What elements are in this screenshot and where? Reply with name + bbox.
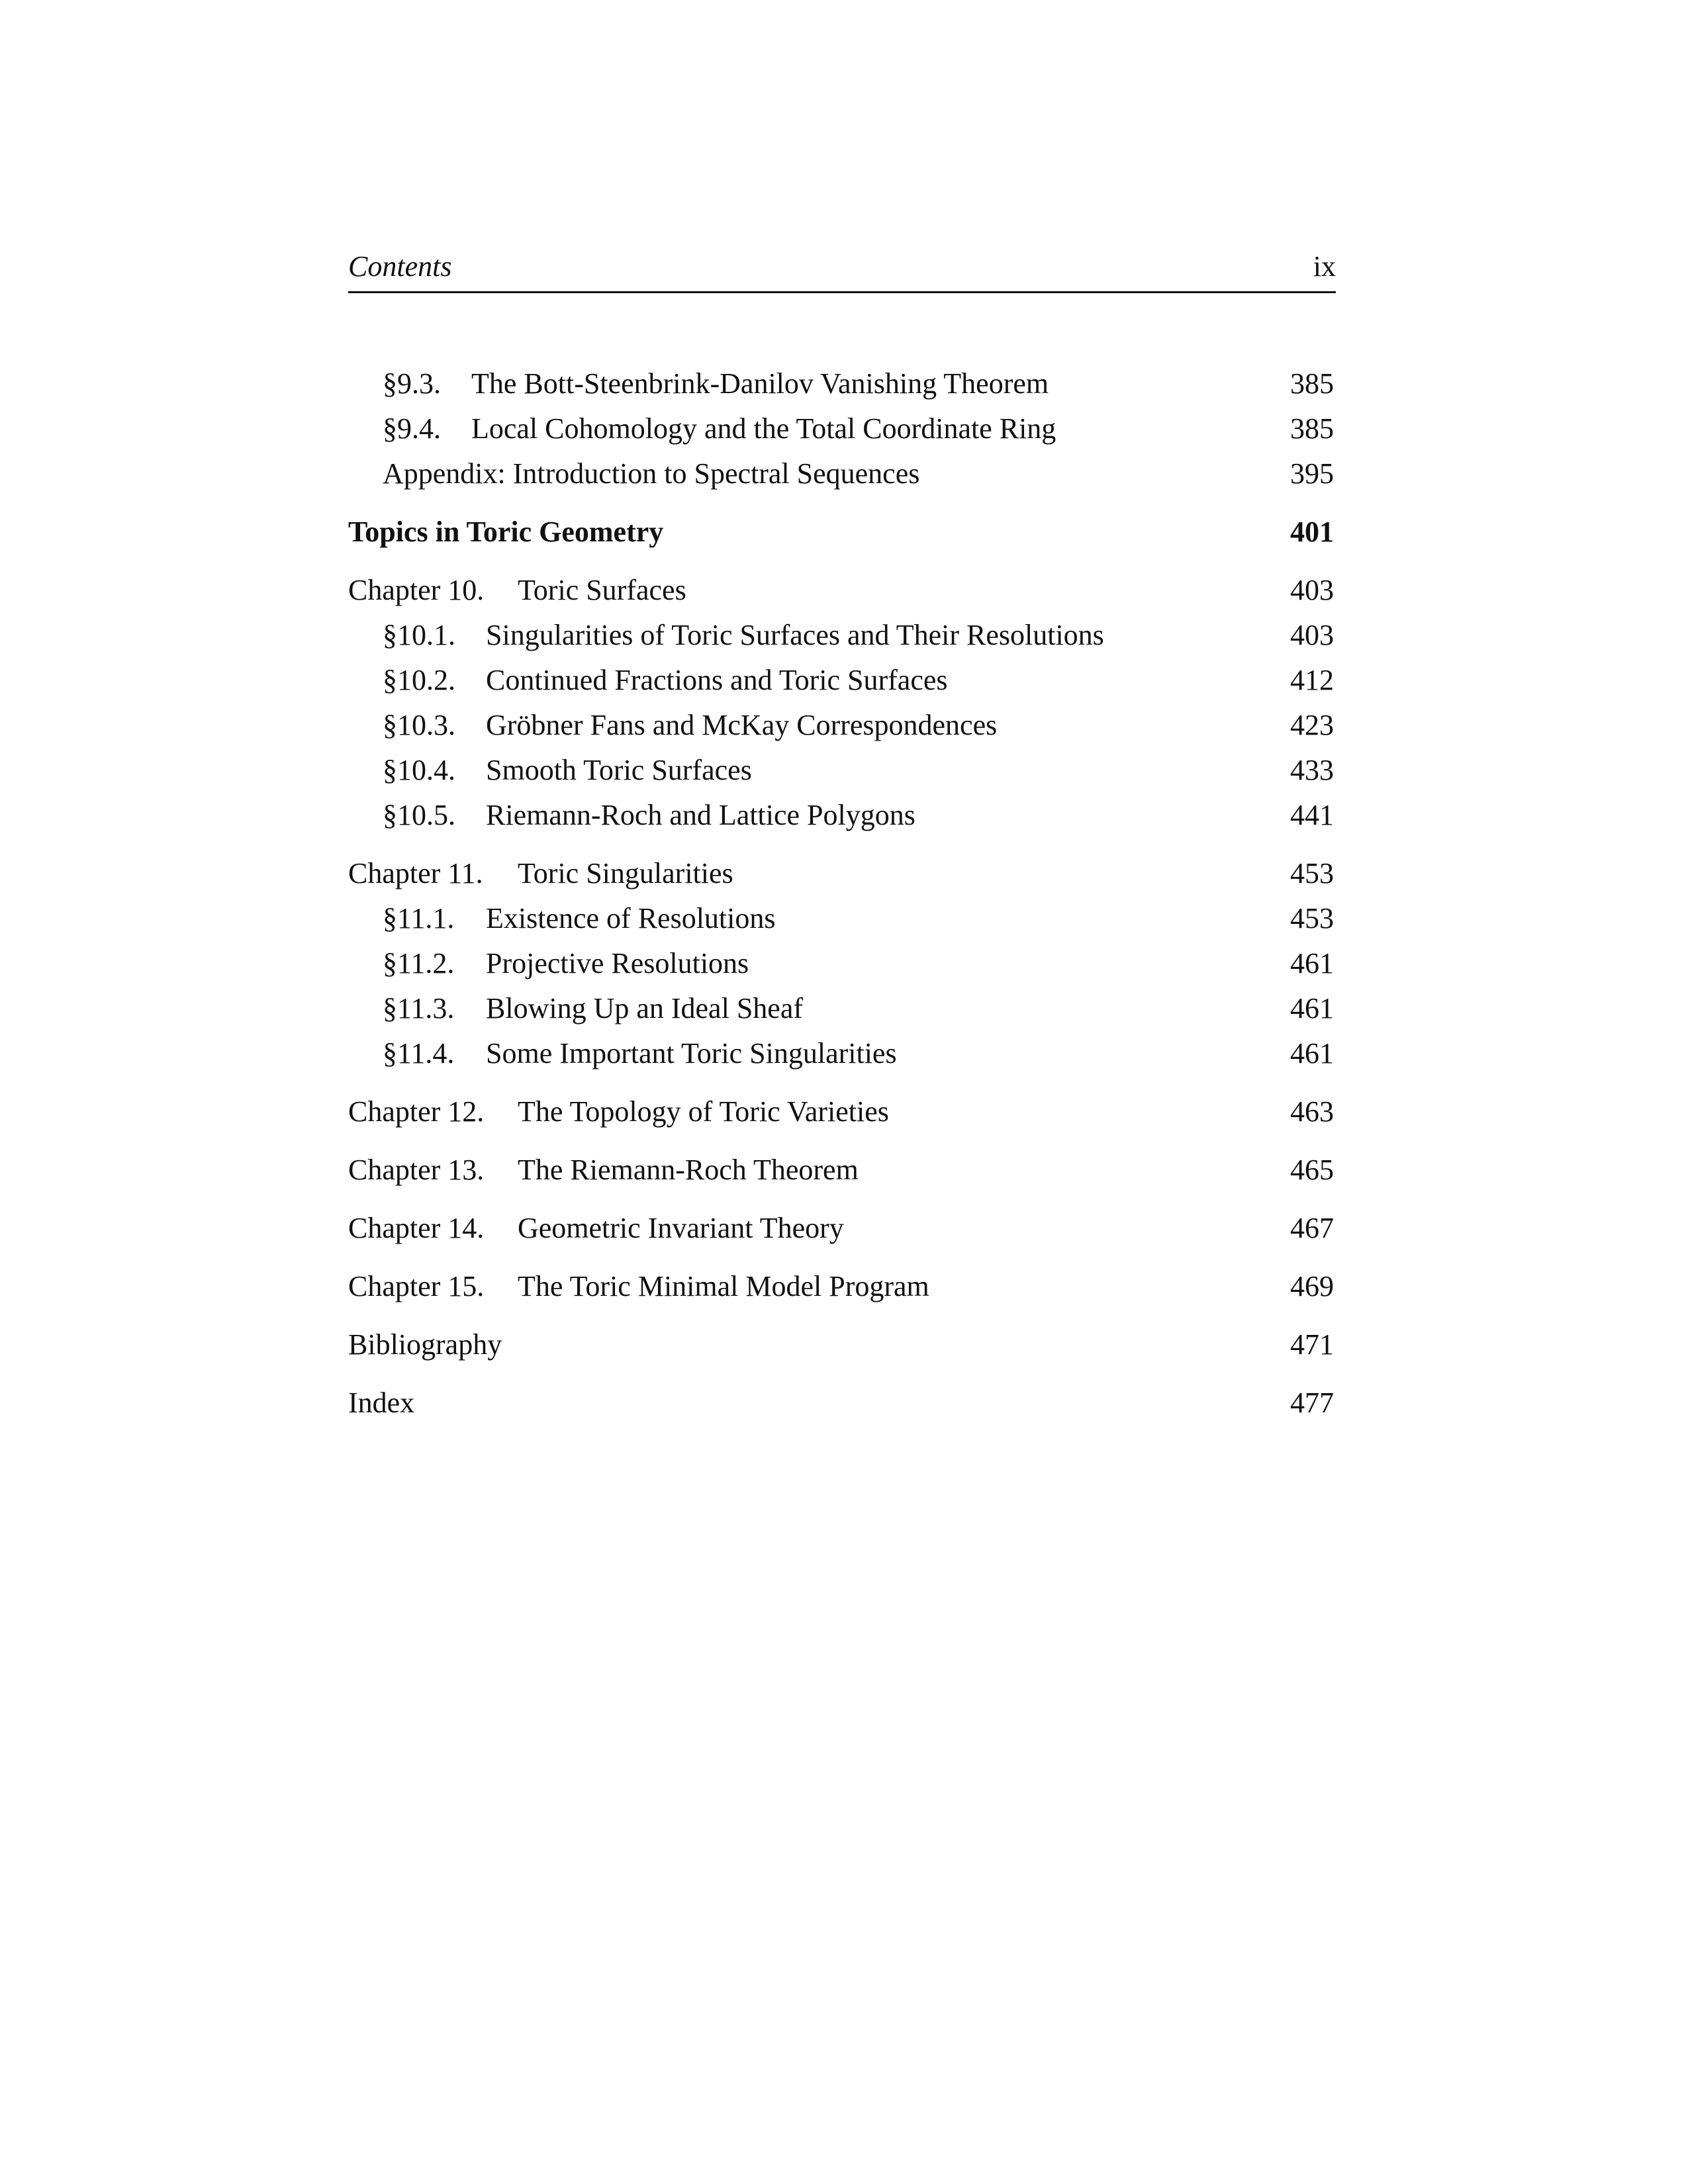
toc-entry-section-10-3 bbox=[348, 703, 1336, 748]
page-number: 467 bbox=[1290, 1212, 1334, 1244]
section-title: Existence of Resolutions bbox=[486, 902, 776, 934]
section-title: Riemann-Roch and Lattice Polygons bbox=[486, 799, 915, 831]
toc-entry-chapter-10 bbox=[348, 568, 1336, 613]
toc-entry-section-9-3 bbox=[348, 361, 1336, 406]
page-number: 433 bbox=[1290, 754, 1334, 786]
section-number: §10.3. bbox=[383, 709, 455, 741]
page-number: 461 bbox=[1290, 992, 1334, 1024]
toc-entry-section-10-2 bbox=[348, 658, 1336, 703]
page-number: 453 bbox=[1290, 857, 1334, 889]
section-number: §10.4. bbox=[383, 754, 455, 786]
page-number: 403 bbox=[1290, 574, 1334, 606]
section-number: §10.1. bbox=[383, 619, 455, 651]
page-number: 385 bbox=[1290, 412, 1334, 445]
page-number: 412 bbox=[1290, 664, 1334, 696]
page-number: 461 bbox=[1290, 947, 1334, 979]
chapter-number: Chapter 11. bbox=[348, 857, 483, 889]
page-number: 401 bbox=[1290, 516, 1334, 548]
bibliography-title: Bibliography bbox=[348, 1328, 502, 1361]
section-title: Projective Resolutions bbox=[486, 947, 749, 979]
page-number: 395 bbox=[1290, 457, 1334, 490]
index-title: Index bbox=[348, 1387, 415, 1419]
toc-entry-chapter-15 bbox=[348, 1264, 1336, 1309]
page-number: 423 bbox=[1290, 709, 1334, 741]
toc-entry-section-11-3 bbox=[348, 986, 1336, 1031]
toc-entry-bibliography bbox=[348, 1322, 1336, 1367]
section-number: §11.1. bbox=[383, 902, 455, 934]
chapter-number: Chapter 15. bbox=[348, 1270, 485, 1302]
chapter-title: The Riemann-Roch Theorem bbox=[518, 1154, 859, 1186]
section-title: Singularities of Toric Surfaces and Their Resolutions bbox=[486, 619, 1104, 651]
page-number: 477 bbox=[1290, 1387, 1334, 1419]
toc-entry-section-11-2 bbox=[348, 941, 1336, 986]
page-number: 385 bbox=[1290, 367, 1334, 400]
part-title: Topics in Toric Geometry bbox=[348, 516, 664, 548]
toc-entry-appendix bbox=[348, 451, 1336, 496]
section-title: Continued Fractions and Toric Surfaces bbox=[486, 664, 948, 696]
toc-entry-part bbox=[348, 510, 1336, 555]
section-number: §9.4. bbox=[383, 412, 441, 445]
page-number: 453 bbox=[1290, 902, 1334, 934]
section-title: Local Cohomology and the Total Coordinate Ring bbox=[471, 412, 1056, 445]
toc-entry-section-10-5 bbox=[348, 793, 1336, 838]
toc-entry-section-10-4 bbox=[348, 748, 1336, 793]
page-number: 465 bbox=[1290, 1154, 1334, 1186]
toc-entry-index bbox=[348, 1381, 1336, 1426]
chapter-title: Toric Surfaces bbox=[518, 574, 686, 606]
section-number: §10.5. bbox=[383, 799, 455, 831]
toc-entry-section-9-4 bbox=[348, 406, 1336, 451]
page-number: 461 bbox=[1290, 1037, 1334, 1069]
section-number: §9.3. bbox=[383, 367, 441, 400]
chapter-number: Chapter 10. bbox=[348, 574, 485, 606]
section-number: §10.2. bbox=[383, 664, 455, 696]
chapter-number: Chapter 13. bbox=[348, 1154, 485, 1186]
table-of-contents bbox=[348, 361, 1336, 1426]
toc-entry-section-10-1 bbox=[348, 613, 1336, 658]
page-number: 403 bbox=[1290, 619, 1334, 651]
chapter-title: Toric Singularities bbox=[518, 857, 733, 889]
chapter-title: The Toric Minimal Model Program bbox=[518, 1270, 929, 1302]
appendix-title: Appendix: Introduction to Spectral Sequences bbox=[383, 457, 920, 490]
toc-entry-chapter-11 bbox=[348, 851, 1336, 896]
section-number: §11.4. bbox=[383, 1037, 455, 1069]
section-number: §11.2. bbox=[383, 947, 455, 979]
toc-entry-chapter-13 bbox=[348, 1148, 1336, 1193]
section-title: Smooth Toric Surfaces bbox=[486, 754, 752, 786]
section-title: Gröbner Fans and McKay Correspondences bbox=[486, 709, 998, 741]
running-head bbox=[348, 245, 1336, 293]
section-number: §11.3. bbox=[383, 992, 455, 1024]
toc-entry-section-11-1 bbox=[348, 896, 1336, 941]
section-title: The Bott-Steenbrink-Danilov Vanishing Theorem bbox=[471, 367, 1049, 400]
toc-entry-chapter-14 bbox=[348, 1206, 1336, 1251]
section-title: Some Important Toric Singularities bbox=[486, 1037, 897, 1069]
toc-entry-section-11-4 bbox=[348, 1031, 1336, 1076]
toc-entry-chapter-12 bbox=[348, 1089, 1336, 1134]
chapter-title: The Topology of Toric Varieties bbox=[518, 1095, 889, 1128]
page-number: 469 bbox=[1290, 1270, 1334, 1302]
page-number: 471 bbox=[1290, 1328, 1334, 1361]
section-title: Blowing Up an Ideal Sheaf bbox=[486, 992, 803, 1024]
running-page-number: ix bbox=[1313, 250, 1336, 283]
chapter-number: Chapter 12. bbox=[348, 1095, 485, 1128]
chapter-number: Chapter 14. bbox=[348, 1212, 485, 1244]
page-number: 463 bbox=[1290, 1095, 1334, 1128]
running-title: Contents bbox=[348, 250, 452, 283]
chapter-title: Geometric Invariant Theory bbox=[518, 1212, 844, 1244]
page-number: 441 bbox=[1290, 799, 1334, 831]
